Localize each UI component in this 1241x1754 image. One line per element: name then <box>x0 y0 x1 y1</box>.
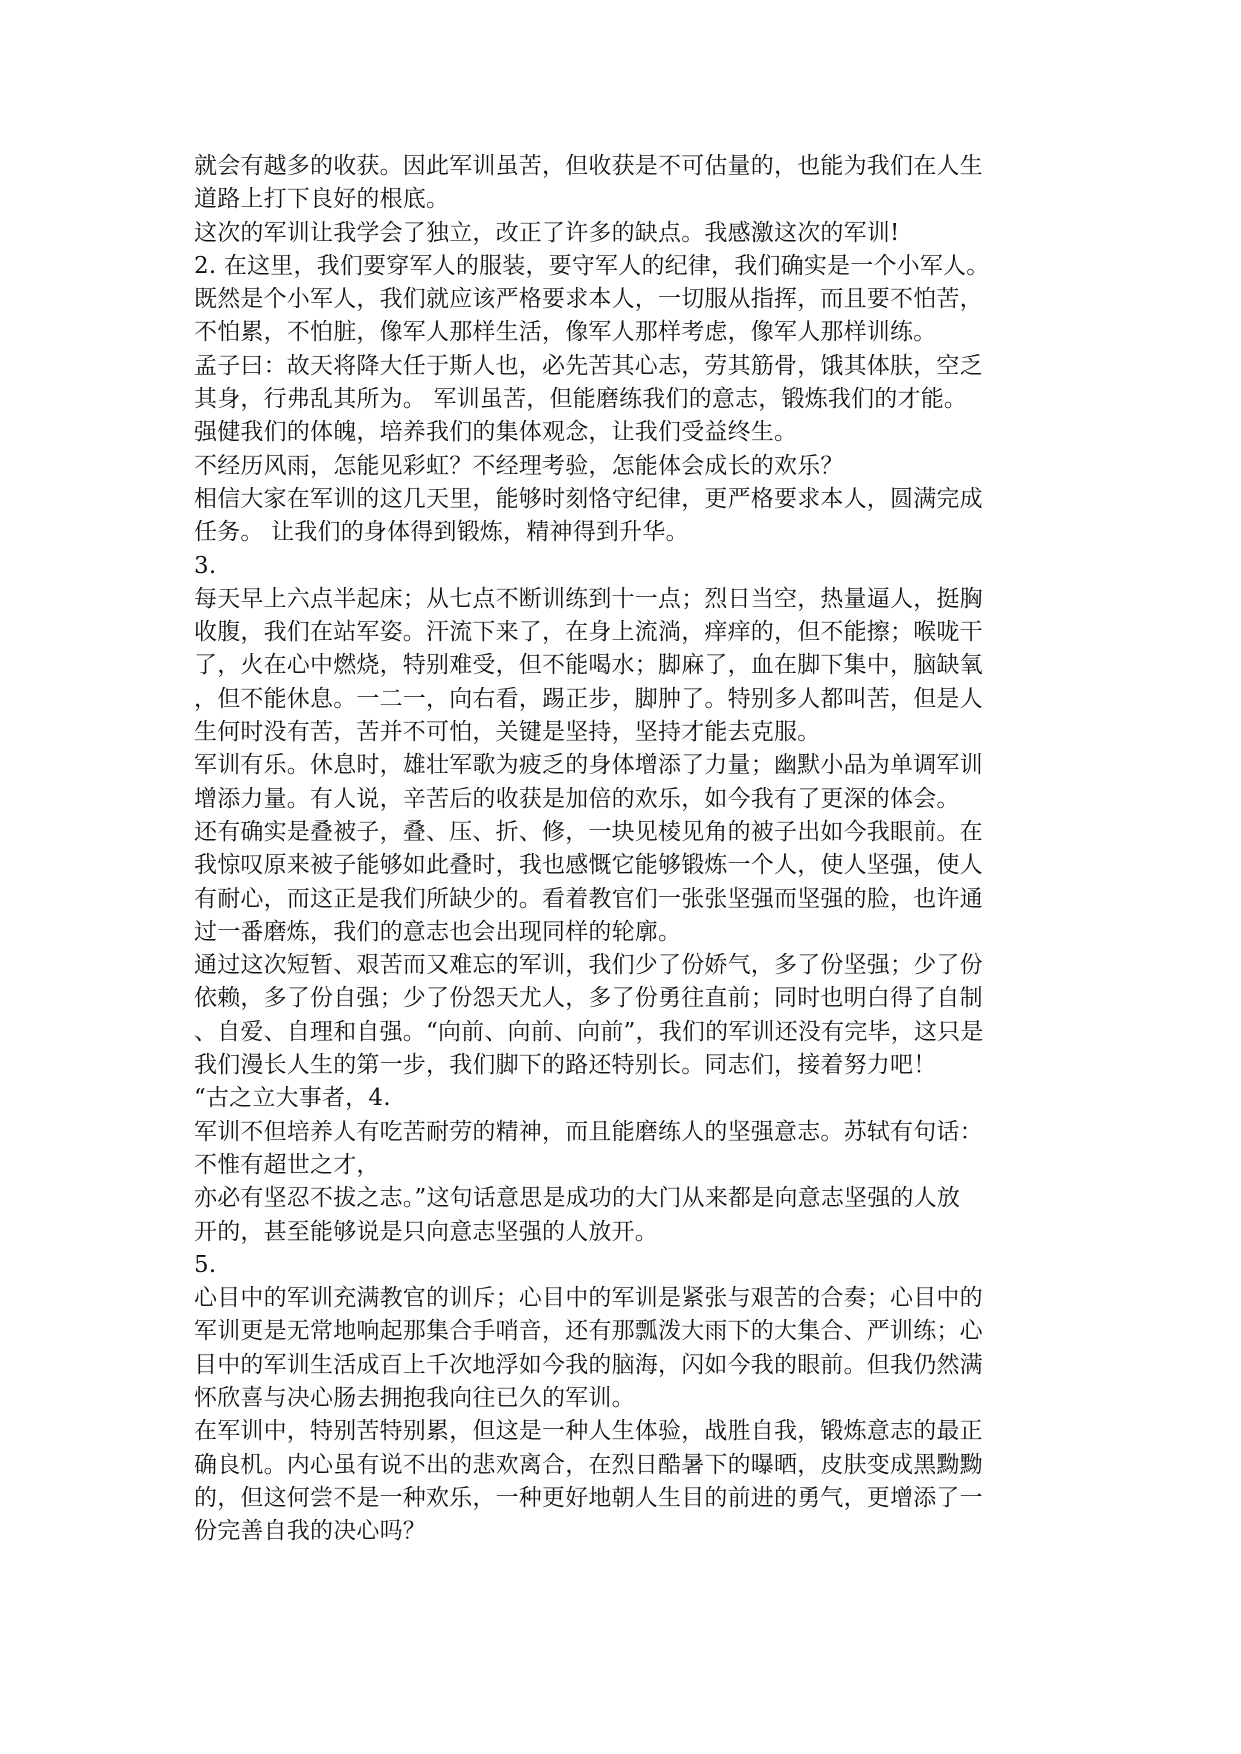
text-line: 道路上打下良好的根底。 <box>194 186 450 213</box>
section-number: 3. <box>194 552 217 579</box>
text-line: 怀欣喜与决心肠去拥抱我向往已久的军训。 <box>194 1384 635 1411</box>
text-line: ，但不能休息。一二一，向右看，踢正步，脚肿了。特别多人都叫苦，但是人 <box>194 685 983 712</box>
text-line: 亦必有坚忍不拔之志。”这句话意思是成功的大门从来都是向意志坚强的人放 <box>194 1185 961 1212</box>
text-line: 还有确实是叠被子，叠、压、折、修，一块见棱见角的被子出如今我眼前。在 <box>194 818 983 845</box>
text-line: 确良机。内心虽有说不出的悲欢离合，在烈日酷暑下的曝晒，皮肤变成黑黝黝 <box>194 1451 983 1478</box>
text-line: 收腹，我们在站军姿。汗流下来了，在身上流淌，痒痒的，但不能擦；喉咙干 <box>194 619 983 646</box>
text-line: 份完善自我的决心吗？ <box>194 1518 426 1545</box>
text-line: 增添力量。有人说，辛苦后的收获是加倍的欢乐，如今我有了更深的体会。 <box>194 785 960 812</box>
text-line: 军训不但培养人有吃苦耐劳的精神，而且能磨练人的坚强意志。苏轼有句话： <box>194 1118 983 1145</box>
text-line: 心目中的军训充满教官的训斥；心目中的军训是紧张与艰苦的合奏；心目中的 <box>194 1285 983 1312</box>
text-line: 相信大家在军训的这几天里，能够时刻恪守纪律，更严格要求本人，圆满完成 <box>194 485 983 512</box>
text-line: 过一番磨炼，我们的意志也会出现同样的轮廓。 <box>194 918 682 945</box>
text-line: 孟子曰：故天将降大任于斯人也，必先苦其心志，劳其筋骨，饿其体肤，空乏 <box>194 352 983 379</box>
text-line: 、自爱、自理和自强。“向前、向前、向前”，我们的军训还没有完毕，这只是 <box>194 1018 984 1045</box>
text-line: 军训有乐。休息时，雄壮军歌为疲乏的身体增添了力量；幽默小品为单调军训 <box>194 752 983 779</box>
document-body <box>194 150 1054 1548</box>
text-line: 任务。 让我们的身体得到锻炼，精神得到升华。 <box>194 519 689 546</box>
text-line: 其身，行弗乱其所为。 军训虽苦，但能磨练我们的意志，锻炼我们的才能。 <box>194 386 968 413</box>
text-line: 不经历风雨，怎能见彩虹？不经理考验，怎能体会成长的欢乐？ <box>194 452 844 479</box>
text-line: 就会有越多的收获。因此军训虽苦，但收获是不可估量的，也能为我们在人生 <box>194 153 983 179</box>
section-number: 5. <box>194 1251 217 1278</box>
text-line: 不怕累，不怕脏，像军人那样生活，像军人那样考虑，像军人那样训练。 <box>194 319 937 346</box>
text-line: 依赖，多了份自强；少了份怨天尤人，多了份勇往直前；同时也明白得了自制 <box>194 985 983 1012</box>
text-line: 有耐心，而这正是我们所缺少的。看着教官们一张张坚强而坚强的脸，也许通 <box>194 885 983 912</box>
text-line: 的，但这何尝不是一种欢乐，一种更好地朝人生目的前进的勇气，更增添了一 <box>194 1484 983 1511</box>
text-line: 我们漫长人生的第一步，我们脚下的路还特别长。同志们，接着努力吧！ <box>194 1052 937 1079</box>
text-line: 强健我们的体魄，培养我们的集体观念，让我们受益终生。 <box>194 419 798 446</box>
text-line: 军训更是无常地响起那集合手哨音，还有那瓢泼大雨下的大集合、严训练；心 <box>194 1318 983 1345</box>
text-line: 目中的军训生活成百上千次地浮如今我的脑海，闪如今我的眼前。但我仍然满 <box>194 1351 983 1378</box>
text-line: 开的，甚至能够说是只向意志坚强的人放开。 <box>194 1218 658 1245</box>
text-line: 了，火在心中燃烧，特别难受，但不能喝水；脚麻了，血在脚下集中，脑缺氧 <box>194 652 983 679</box>
text-line: 不惟有超世之才， <box>194 1151 380 1178</box>
text-line: 在军训中，特别苦特别累，但这是一种人生体验，战胜自我，锻炼意志的最正 <box>194 1418 983 1445</box>
text-line: “古之立大事者，4. <box>194 1085 391 1112</box>
text-line: 我惊叹原来被子能够如此叠时，我也感慨它能够锻炼一个人，使人坚强，使人 <box>194 852 983 879</box>
text-line: 每天早上六点半起床；从七点不断训练到十一点；烈日当空，热量逼人，挺胸 <box>194 585 983 612</box>
text-line: 既然是个小军人，我们就应该严格要求本人，一切服从指挥，而且要不怕苦， <box>194 286 983 313</box>
text-line: 2. 在这里，我们要穿军人的服装，要守军人的纪律，我们确实是一个小军人。 <box>194 252 990 279</box>
text-line: 通过这次短暂、艰苦而又难忘的军训，我们少了份娇气，多了份坚强；少了份 <box>194 952 983 979</box>
text-line: 生何时没有苦，苦并不可怕，关键是坚持，坚持才能去克服。 <box>194 719 821 746</box>
text-line: 这次的军训让我学会了独立，改正了许多的缺点。我感激这次的军训! <box>194 219 900 246</box>
